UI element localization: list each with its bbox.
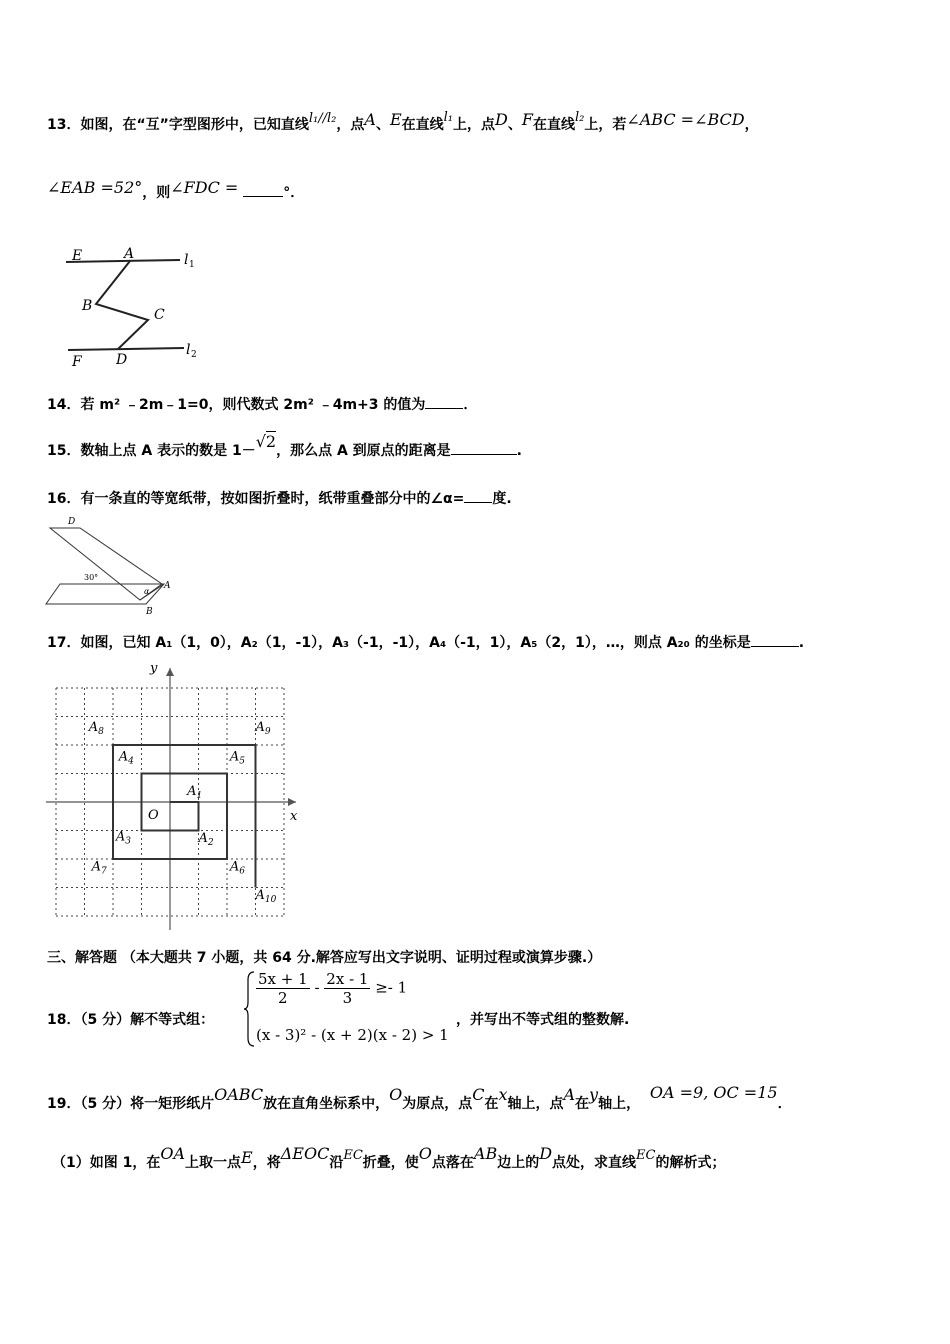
fig13-label-l2-sub: 2 (191, 350, 197, 360)
q13-text-1: 如图，在“互”字型图形中，已知直线 (80, 117, 309, 133)
q18-frac-2-num: 2x - 1 (326, 970, 369, 988)
fig13-label-d: D (116, 352, 128, 368)
zigzag-abcd (96, 261, 148, 349)
left-brace-icon (244, 970, 256, 1048)
q13-point-e: E (389, 110, 402, 129)
q19-part1-o: O (418, 1144, 432, 1163)
q19-number: 19． (47, 1096, 81, 1112)
q13-ask: ∠FDC = (170, 178, 239, 197)
q18-number: 18． (47, 1012, 81, 1028)
q19-part1-text-1: 如图 1，在 (89, 1155, 161, 1171)
q13-given: ∠EAB =52° (47, 178, 143, 197)
point-label-a6: $A_6$ (229, 859, 245, 877)
fig13-label-e: E (72, 248, 83, 264)
q17-end: . (798, 635, 805, 651)
q16-answer-blank[interactable] (464, 488, 492, 503)
q19-o: O (389, 1085, 403, 1104)
fig16-label-b: B (146, 607, 153, 617)
section3-heading (47, 948, 601, 968)
q19-part1-oa: OA (160, 1144, 186, 1163)
fig13-label-c: C (154, 307, 165, 323)
q19-text-6: 在 (575, 1096, 590, 1112)
q14-end: ． (463, 397, 478, 413)
q13-answer-blank[interactable] (243, 182, 283, 197)
q18-text-2: ，并写出不等式组的整数解. (456, 1012, 630, 1028)
q14-answer-blank[interactable] (425, 394, 463, 409)
q13-line1 (47, 110, 759, 136)
y-axis-arrow-icon (166, 668, 174, 676)
q19-part1-text-7: 边上的 (497, 1155, 540, 1171)
q14-number: 14． (47, 397, 81, 413)
q19-part1-text-4: 沿 (329, 1155, 344, 1171)
point-label-a10: $A_{10}$ (255, 887, 277, 905)
q13-line2 (47, 178, 305, 203)
section3-title: 三、解答题 (47, 950, 117, 966)
q18-ineq-1 (256, 970, 407, 1007)
q19-oabc: OABC (214, 1085, 264, 1104)
q13-parallel: l₁//l₂ (308, 111, 337, 126)
q15-sqrt-value: 2 (265, 432, 277, 451)
line-l1 (66, 260, 180, 262)
q16-number: 16． (47, 491, 81, 507)
q17-text: 如图，已知 A₁（1，0），A₂（1，-1），A₃（-1，-1），A₄（-1，1），A₅（2，1），…，则点 A₂₀ 的坐标是 (80, 635, 751, 651)
q19-part1-ec-2: EC (636, 1148, 656, 1163)
q18-ineq-2: (x - 3)² - (x + 2)(x - 2) > 1 (256, 1026, 449, 1044)
q19-part1-ec: EC (343, 1148, 363, 1163)
q13-line-l2: l₂ (574, 110, 585, 125)
q13-sep-2: 、 (507, 117, 522, 133)
q17-spiral-figure (40, 658, 310, 933)
fig16-label-d: D (68, 517, 76, 527)
q19-a: A (563, 1085, 576, 1104)
q14-line (47, 394, 477, 415)
q15-sqrt: √2 (255, 432, 277, 451)
point-label-a2: $A_2$ (198, 830, 214, 848)
q13-point-f: F (521, 110, 533, 129)
q14-text: 若 m² ﹣2m﹣1=0，则代数式 2m² ﹣4m+3 的值为 (80, 397, 426, 413)
q19-end: ． (777, 1096, 792, 1112)
q19-part1-line (52, 1144, 726, 1174)
q18-line-end (456, 1010, 629, 1030)
q13-text-7: ，则 (142, 185, 171, 201)
origin-label-o: O (148, 808, 159, 823)
q13-point-a: A (364, 110, 376, 129)
q19-part1-text-2: 上取一点 (185, 1155, 242, 1171)
q19-values: OA =9, OC =15 (649, 1083, 778, 1102)
q18-text-1: （5 分）解不等式组： (80, 1012, 215, 1028)
q19-c: C (472, 1085, 485, 1104)
fig16-label-a: A (164, 581, 171, 591)
q18-inequality-system (244, 970, 454, 1050)
q18-frac-1-den: 2 (278, 989, 288, 1007)
q16-line (47, 488, 512, 509)
point-label-a5: $A_5$ (229, 749, 245, 767)
q19-text-7: 轴上， (598, 1096, 641, 1112)
q16-text: 有一条直的等宽纸带，按如图折叠时，纸带重叠部分中的∠α= (80, 491, 465, 507)
q18-line (47, 1010, 214, 1030)
q13-condition: ∠ABC =∠BCD (626, 110, 745, 129)
fig13-label-f: F (72, 354, 82, 370)
point-label-a3: $A_3$ (115, 829, 131, 847)
q15-line (47, 432, 522, 461)
q13-text-2: ，点 (336, 117, 365, 133)
q18-frac-2 (324, 970, 370, 1007)
fig13-label-l1-sub: 1 (189, 260, 195, 270)
q15-end: . (516, 443, 522, 459)
q19-text-5: 轴上，点 (507, 1096, 564, 1112)
q13-comma: ， (744, 117, 759, 133)
q15-answer-blank[interactable] (451, 440, 517, 455)
q17-number: 17． (47, 635, 81, 651)
q19-part1-text-3: ，将 (252, 1155, 281, 1171)
q13-text-5: 在直线 (532, 117, 575, 133)
q15-text-1: 数轴上点 A 表示的数是 1－ (80, 443, 256, 459)
q15-text-2: ，那么点 A 到原点的距离是 (276, 443, 451, 459)
axis-label-y: y (150, 661, 158, 676)
q19-part1-text-5: 折叠，使 (362, 1155, 419, 1171)
q17-answer-blank[interactable] (751, 632, 799, 647)
q19-text-2: 放在直角坐标系中， (263, 1096, 390, 1112)
q19-part1-text-9: 的解析式； (655, 1155, 726, 1171)
q18-rhs-1: ≥- 1 (375, 978, 408, 997)
axis-label-x: x (290, 809, 298, 824)
q16-figure (40, 514, 180, 618)
q19-part1-number: （1） (52, 1155, 90, 1171)
fig13-label-a: A (124, 246, 135, 262)
fig13-label-b: B (82, 298, 93, 314)
line-l2 (68, 348, 184, 350)
q19-x: x (498, 1085, 508, 1104)
q13-sep-1: 、 (375, 117, 390, 133)
q19-part1-text-8: 点处，求直线 (552, 1155, 637, 1171)
q13-text-3: 在直线 (401, 117, 444, 133)
fig13-label-l1: l (184, 252, 189, 268)
q18-frac-1 (256, 970, 310, 1007)
q13-number: 13． (47, 117, 81, 133)
q19-y: y (589, 1085, 599, 1104)
q18-frac-2-den: 3 (342, 989, 353, 1007)
q19-text-1: （5 分）将一矩形纸片 (80, 1096, 215, 1112)
q17-line (47, 632, 804, 653)
q19-part1-triangle: ΔEOC (280, 1144, 330, 1163)
q13-line-l1: l₁ (443, 110, 454, 125)
q19-part1-d: D (539, 1144, 553, 1163)
q15-number: 15． (47, 443, 81, 459)
q19-part1-text-6: 点落在 (431, 1155, 474, 1171)
fig13-label-l2: l (186, 342, 191, 358)
point-label-a9: $A_9$ (255, 719, 271, 737)
section3-note: （本大题共 7 小题，共 64 分.解答应写出文字说明、证明过程或演算步骤.） (121, 950, 602, 966)
q19-text-3: 为原点，点 (402, 1096, 473, 1112)
q13-text-4: 上，点 (453, 117, 496, 133)
point-label-a7: $A_7$ (91, 859, 107, 877)
q19-part1-ab: AB (473, 1144, 498, 1163)
q18-minus: - (314, 978, 320, 997)
q19-part1-e: E (241, 1148, 253, 1167)
q18-frac-1-num: 5x + 1 (258, 970, 308, 988)
point-label-a8: $A_8$ (88, 719, 104, 737)
q13-text-6: 上，若 (584, 117, 627, 133)
q13-text-8: °． (283, 185, 305, 201)
point-label-a1: $A_1$ (187, 783, 203, 801)
fig16-angle-30: 30° (84, 573, 99, 582)
q19-line (47, 1083, 792, 1114)
point-label-a4: $A_4$ (118, 749, 134, 767)
q13-figure (60, 242, 210, 372)
x-axis-arrow-icon (288, 798, 296, 806)
fig16-alpha: α (144, 587, 150, 596)
q13-point-d: D (495, 110, 508, 129)
q19-text-4: 在 (484, 1096, 499, 1112)
q16-end: 度. (492, 491, 512, 507)
